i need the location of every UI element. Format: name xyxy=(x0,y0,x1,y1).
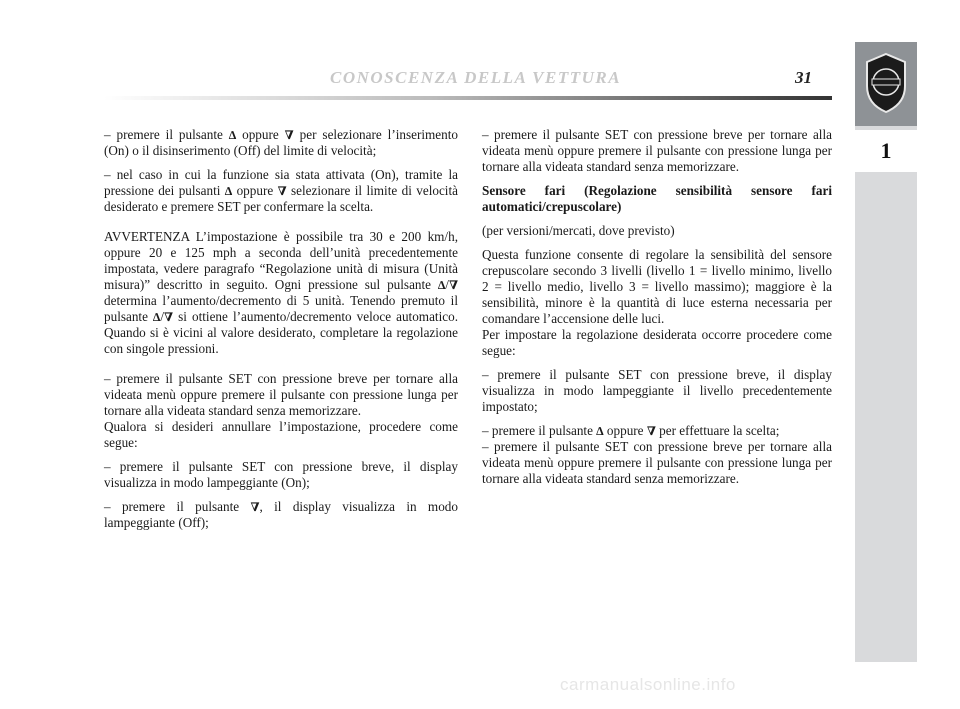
lancia-logo-icon xyxy=(863,52,909,114)
paragraph: Questa funzione consente di regolare la sensibilità del sensore crepuscolare secondo 3 livelli (livello 1 = livello minimo, livello 2 = livello medio, livello 3 = livello massimo); maggiore è la sensibilità, minore è la quantità di luce esterna necessaria per comandare l’accensione delle luci. xyxy=(482,247,832,326)
paragraph: – premere il pulsante ∆ oppure ∇ per selezionare l’inserimento (On) o il disinserimento (Off) del limite di velocità; xyxy=(104,127,458,158)
section-heading: Sensore fari (Regolazione sensibilità sensore fari automatici/crepuscolare) xyxy=(482,183,832,214)
right-column xyxy=(482,127,832,495)
down-triangle-icon: ∇ xyxy=(448,278,458,292)
left-column xyxy=(104,127,458,539)
down-triangle-icon: ∇ xyxy=(164,310,174,324)
down-triangle-icon: ∇ xyxy=(646,424,656,438)
paragraph: – premere il pulsante SET con pressione breve, il display visualizza in modo lampeggiante (On); xyxy=(104,459,458,490)
section-subheading: (per versioni/mercati, dove previsto) xyxy=(482,223,675,238)
footer-watermark[interactable]: carmanualsonline.info xyxy=(560,675,736,694)
page-number: 31 xyxy=(795,68,812,87)
up-triangle-icon: ∆ xyxy=(153,310,161,324)
header-rule xyxy=(104,96,832,100)
paragraph: – premere il pulsante SET con pressione breve per tornare alla videata menù oppure premere il pulsante con pressione lunga per tornare alla videata standard senza memorizzare. xyxy=(482,127,832,174)
paragraph: Per impostare la regolazione desiderata occorre procedere come segue: xyxy=(482,327,832,358)
down-triangle-icon: ∇ xyxy=(250,500,260,514)
up-triangle-icon: ∆ xyxy=(228,128,237,142)
warning-paragraph: AVVERTENZA L’impostazione è possibile tra 30 e 200 km/h, oppure 20 e 125 mph a seconda dell’unità precedentemente impostata, vedere paragrafo “Regolazione unità di misura (Unità misura)” descritto in seguito. Ogni pressione sul pulsante ∆/∇ determina l’aumento/decremento di 5 unità. Tenendo premuto il pulsante ∆/∇ si ottiene l’aumento/decremento veloce automatico. Quando si è vicini al valore desiderato, completare la regolazione con singole pressioni. xyxy=(104,229,458,356)
paragraph: – premere il pulsante ∆ oppure ∇ per effettuare la scelta; xyxy=(482,423,780,438)
paragraph: – premere il pulsante SET con pressione breve, il display visualizza in modo lampeggiante il livello precedentemente impostato; xyxy=(482,367,832,414)
paragraph: Qualora si desideri annullare l’impostazione, procedere come segue: xyxy=(104,419,458,450)
chapter-number: 1 xyxy=(855,130,917,172)
paragraph: – premere il pulsante ∇, il display visualizza in modo lampeggiante (Off); xyxy=(104,499,458,530)
down-triangle-icon: ∇ xyxy=(284,128,294,142)
section-title: CONOSCENZA DELLA VETTURA xyxy=(330,68,622,87)
paragraph: – premere il pulsante SET con pressione breve per tornare alla videata menù oppure premere il pulsante con pressione lunga per tornare alla videata standard senza memorizzare. xyxy=(482,439,832,486)
up-triangle-icon: ∆ xyxy=(596,424,604,438)
down-triangle-icon: ∇ xyxy=(277,184,287,198)
paragraph: – premere il pulsante SET con pressione breve per tornare alla videata menù oppure premere il pulsante con pressione lunga per tornare alla videata standard senza memorizzare. xyxy=(104,371,458,418)
paragraph: – nel caso in cui la funzione sia stata attivata (On), tramite la pressione dei pulsanti ∆ oppure ∇ selezionare il limite di velocità desiderato e premere SET per confermare la scelta. xyxy=(104,167,458,214)
up-triangle-icon: ∆ xyxy=(224,184,233,198)
up-triangle-icon: ∆ xyxy=(437,278,446,292)
